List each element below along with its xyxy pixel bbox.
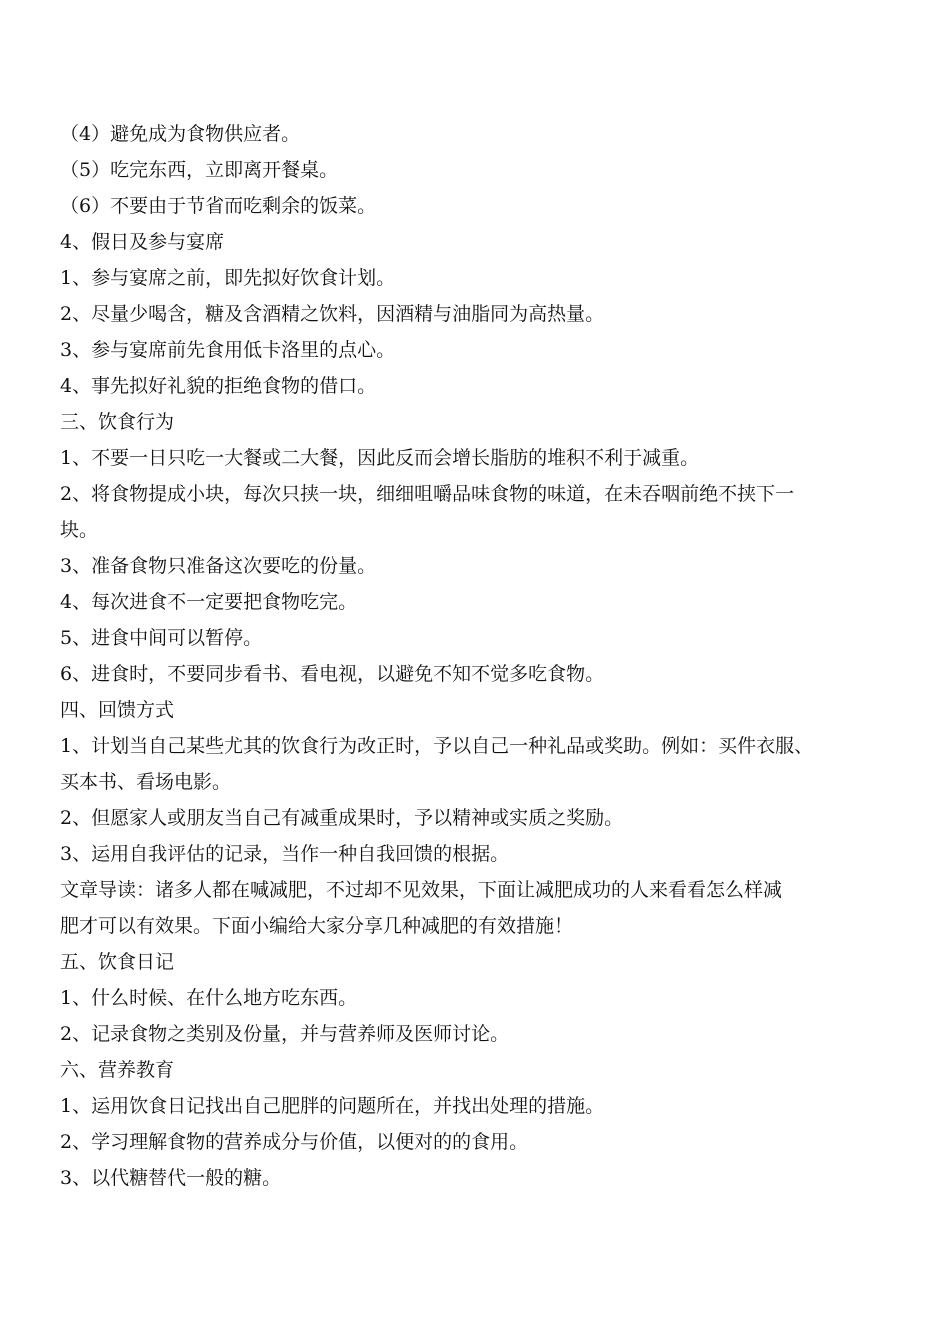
- text-line: 1、计划当自己某些尤其的饮食行为改正时，予以自己一种礼品或奖助。例如：买件衣服、: [60, 735, 814, 757]
- text-line: 3、参与宴席前先食用低卡洛里的点心。: [60, 339, 396, 361]
- section-heading: 三、饮食行为: [60, 411, 175, 433]
- text-line: 1、什么时候、在什么地方吃东西。: [60, 987, 358, 1009]
- section-heading: 4、假日及参与宴席: [60, 231, 225, 253]
- text-line: 块。: [60, 519, 99, 541]
- text-line: 买本书、看场电影。: [60, 771, 232, 793]
- text-line: 2、学习理解食物的营养成分与价值，以便对的的食用。: [60, 1131, 529, 1153]
- text-line: （5）吃完东西，立即离开餐桌。: [60, 159, 339, 181]
- text-line: （4）避免成为食物供应者。: [60, 123, 301, 145]
- section-heading: 四、回馈方式: [60, 699, 175, 721]
- text-line: （6）不要由于节省而吃剩余的饭菜。: [60, 195, 377, 217]
- text-line: 文章导读：诸多人都在喊减肥，不过却不见效果，下面让减肥成功的人来看看怎么样减: [60, 879, 783, 901]
- document-body: [60, 116, 900, 1196]
- text-line: 肥才可以有效果。下面小编给大家分享几种减肥的有效措施！: [60, 915, 574, 937]
- section-heading: 五、饮食日记: [60, 951, 175, 973]
- text-line: 4、事先拟好礼貌的拒绝食物的借口。: [60, 375, 377, 397]
- text-line: 6、进食时，不要同步看书、看电视，以避免不知不觉多吃食物。: [60, 663, 605, 685]
- text-line: 3、运用自我评估的记录，当作一种自我回馈的根据。: [60, 843, 510, 865]
- text-line: 1、不要一日只吃一大餐或二大餐，因此反而会增长脂肪的堆积不利于减重。: [60, 447, 700, 469]
- text-line: 3、以代糖替代一般的糖。: [60, 1167, 282, 1189]
- text-line: 2、但愿家人或朋友当自己有减重成果时，予以精神或实质之奖励。: [60, 807, 624, 829]
- text-line: 3、准备食物只准备这次要吃的份量。: [60, 555, 377, 577]
- text-line: 4、每次进食不一定要把食物吃完。: [60, 591, 358, 613]
- section-heading: 六、营养教育: [60, 1059, 175, 1081]
- text-line: 2、尽量少喝含，糖及含酒精之饮料，因酒精与油脂同为高热量。: [60, 303, 605, 325]
- text-line: 1、参与宴席之前，即先拟好饮食计划。: [60, 267, 396, 289]
- text-line: 2、将食物提成小块，每次只挟一块，细细咀嚼品味食物的味道，在未吞咽前绝不挟下一: [60, 483, 795, 505]
- text-line: 5、进食中间可以暂停。: [60, 627, 263, 649]
- text-line: 2、记录食物之类别及份量，并与营养师及医师讨论。: [60, 1023, 510, 1045]
- text-line: 1、运用饮食日记找出自己肥胖的问题所在，并找出处理的措施。: [60, 1095, 605, 1117]
